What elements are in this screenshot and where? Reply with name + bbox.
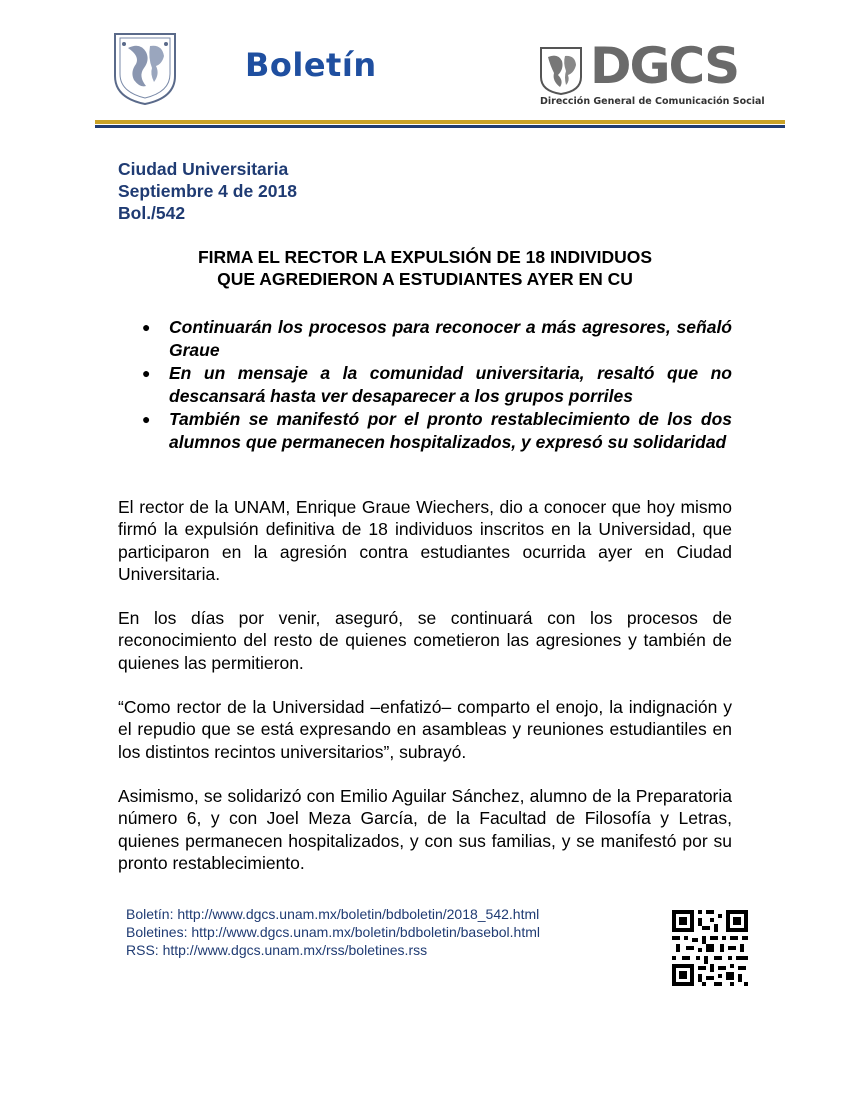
headline <box>118 246 732 290</box>
bullet-item <box>140 316 732 361</box>
headline-line-1: FIRMA EL RECTOR LA EXPULSIÓN DE 18 INDIVIDUOS <box>197 247 653 267</box>
meta-number: Bol./542 <box>118 203 186 223</box>
qr-code-icon <box>670 908 750 988</box>
link-boletin[interactable]: Boletín: http://www.dgcs.unam.mx/boletin/bdboletin/2018_542.html <box>126 906 540 922</box>
boletin-title: Boletín <box>245 46 377 84</box>
bullet-text: También se manifestó por el pronto restablecimiento de los dos alumnos que permanecen hospitalizados, y expresó su solidaridad <box>169 409 732 452</box>
dgcs-seal-icon <box>538 45 584 95</box>
bullet-text: En un mensaje a la comunidad universitaria, resaltó que no descansará hasta ver desaparecer a los grupos porriles <box>169 363 732 406</box>
unam-seal-icon <box>110 28 180 106</box>
dgcs-logo-text: DGCS <box>590 37 739 95</box>
bullet-dot-icon: ● <box>142 411 151 427</box>
footer-links <box>126 905 540 959</box>
bulletin-meta <box>118 158 297 224</box>
header-rule-gold <box>95 120 785 124</box>
link-rss[interactable]: RSS: http://www.dgcs.unam.mx/rss/boletines.rss <box>126 942 428 958</box>
meta-date: Septiembre 4 de 2018 <box>118 181 297 201</box>
bullet-text: Continuarán los procesos para reconocer a más agresores, señaló Graue <box>169 317 732 360</box>
dgcs-logo <box>538 37 785 110</box>
body-paragraph: En los días por venir, aseguró, se continuará con los procesos de reconocimiento del resto de quienes cometieron las agresiones y también de quienes las permitieron. <box>118 608 732 673</box>
summary-bullets <box>140 316 732 454</box>
bullet-item <box>140 362 732 407</box>
bullet-dot-icon: ● <box>142 319 151 335</box>
headline-line-2: QUE AGREDIERON A ESTUDIANTES AYER EN CU <box>217 269 633 289</box>
meta-place: Ciudad Universitaria <box>118 159 289 179</box>
link-boletines[interactable]: Boletines: http://www.dgcs.unam.mx/boletin/bdboletin/basebol.html <box>126 924 541 940</box>
letterhead <box>95 28 785 128</box>
body-paragraph: “Como rector de la Universidad –enfatizó– comparto el enojo, la indignación y el repudio que se está expresando en asambleas y reuniones estudiantiles en los distintos recintos universitarios”, subrayó. <box>118 697 732 762</box>
body-paragraph: Asimismo, se solidarizó con Emilio Aguilar Sánchez, alumno de la Preparatoria número 6, y con Joel Meza García, de la Facultad de Filosofía y Letras, quienes permanecen hospitalizados, y con sus familias, y se manifestó por su pronto restablecimiento. <box>118 785 732 873</box>
body-paragraph: El rector de la UNAM, Enrique Graue Wiechers, dio a conocer que hoy mismo firmó la expulsión definitiva de 18 individuos inscritos en la Universidad, que participaron en la agresión contra estudiantes ocurrida ayer en Ciudad Universitaria. <box>118 497 732 584</box>
bullet-item <box>140 408 732 453</box>
header-rule-blue <box>95 125 785 128</box>
bullet-dot-icon: ● <box>142 365 151 381</box>
article-body <box>118 496 732 896</box>
dgcs-subtitle: Dirección General de Comunicación Social <box>540 96 765 107</box>
